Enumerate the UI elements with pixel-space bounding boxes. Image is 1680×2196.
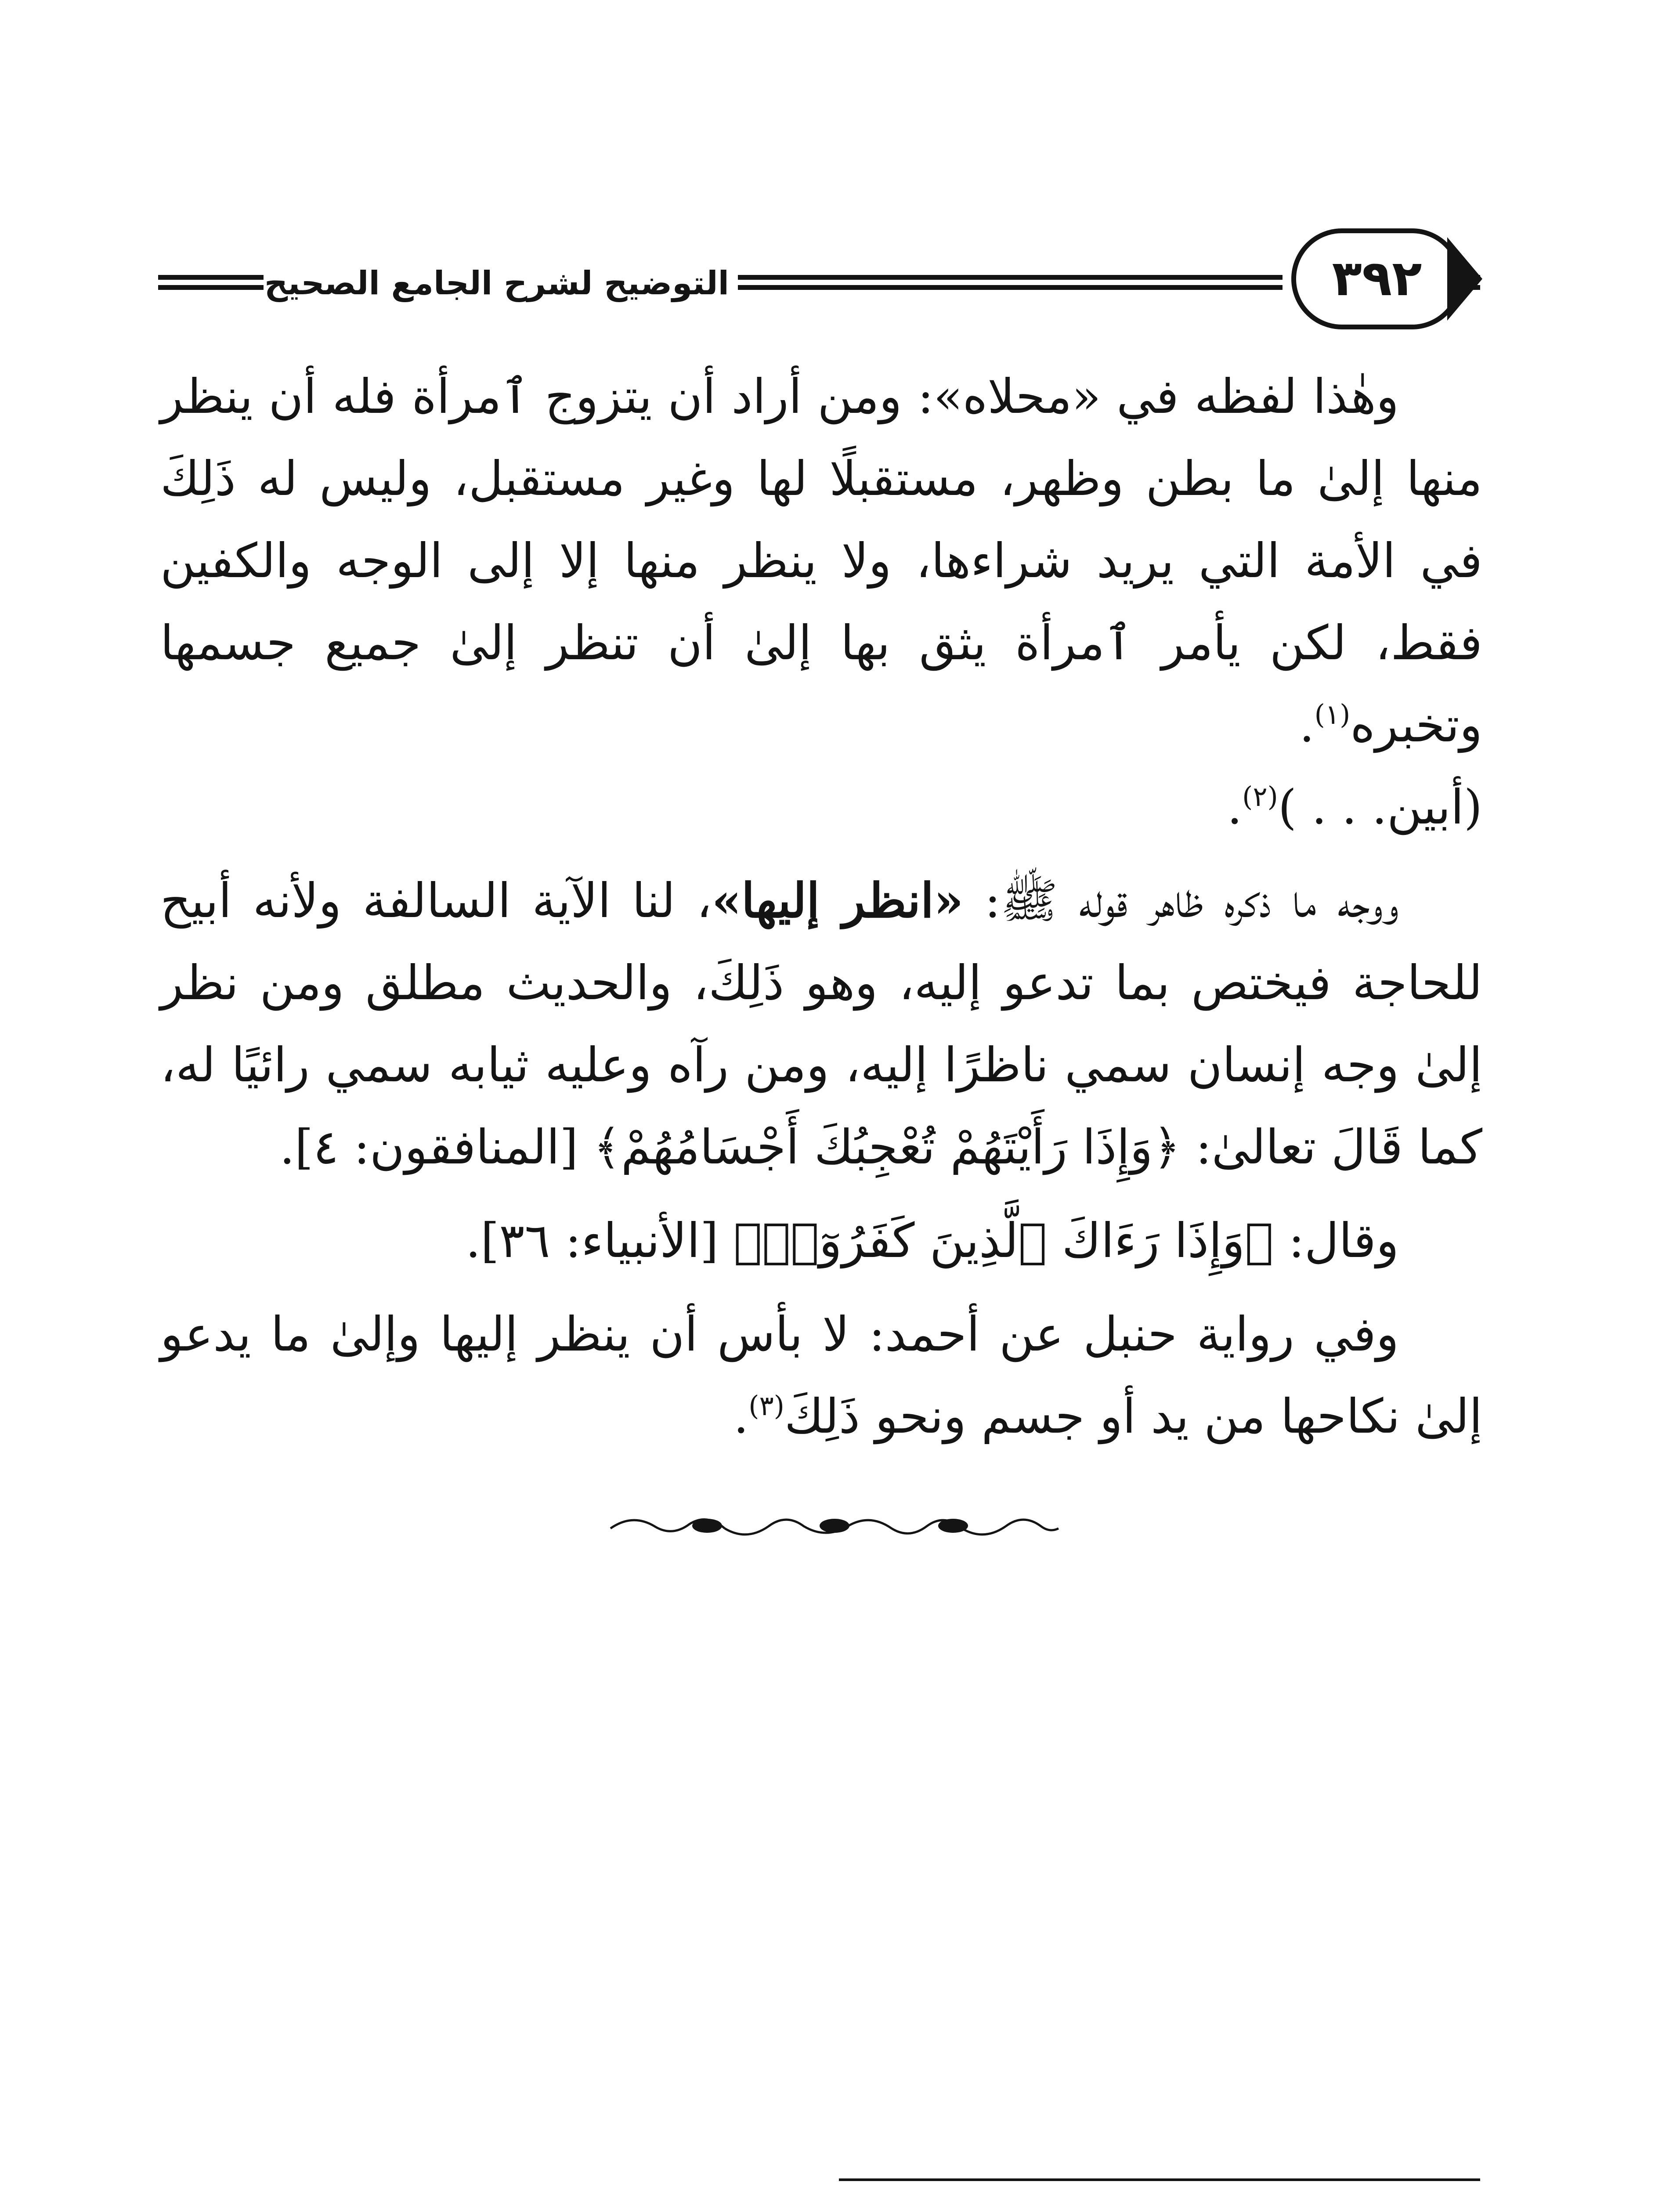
- paragraph-end-mark: .: [1227, 780, 1243, 835]
- footnote-ref-2: (٢): [1242, 780, 1278, 813]
- paragraph-text: وقال:: [1273, 1214, 1399, 1268]
- header-rule-left: [158, 275, 264, 290]
- ornament-swirl: [962, 1520, 1059, 1535]
- footnote-separator: [839, 2178, 1480, 2181]
- paragraph-text: ، لنا الآية السالفة ولأنه أبيح للحاجة فيختص بما تدعو إليه، وهو ذَلِكَ، والحديث مطلق ومن نظر إلىٰ وجه إنسان سمي ناظرًا إليه، ومن رآه وعليه ثيابه سمي رائيًا له، كما قَالَ تعالىٰ:: [160, 874, 1482, 1175]
- paragraph-hanbal-narration: [160, 1293, 1482, 1458]
- page-number: ٣٩٢: [1291, 228, 1463, 329]
- verse-reference: [المنافقون: ٤].: [279, 1120, 593, 1175]
- quran-verse: ﴿وَإِذَا رَءَاكَ ٱلَّذِينَ كَفَرُوٓا۟﴾: [733, 1214, 1274, 1268]
- ornament-leaf: [820, 1519, 849, 1533]
- paragraph-text: ووجه ما ذكره ظاهر قوله ﷺ:: [963, 874, 1399, 928]
- paragraph-end-mark: .: [733, 1389, 749, 1444]
- paragraph-quote-muhalla: [160, 356, 1482, 849]
- paragraph-second-verse: [160, 1200, 1482, 1282]
- paragraph-end-mark: .: [1299, 698, 1315, 753]
- main-text: [160, 356, 1482, 1469]
- unclear-word-note: (أبين. . . ): [1278, 780, 1482, 835]
- verse-reference: [الأنبياء: ٣٦].: [466, 1214, 734, 1268]
- paragraph-text: وهٰذا لفظه في «محلاه»: ومن أراد أن يتزوج ٱمرأة فله أن ينظر منها إلىٰ ما بطن وظهر، مستقبلًا لها وغير مستقبل، وليس له ذَلِكَ في الأمة التي يريد شراءها، ولا ينظر منها إلا إلى الوجه والكفين فقط، لكن يأمر ٱمرأة يثق بها إلىٰ أن تنظر إلىٰ جميع جسمها وتخبره: [160, 369, 1482, 753]
- footnote-ref-3: (٣): [748, 1390, 784, 1422]
- header-rule-right: [1463, 275, 1480, 290]
- section-end-ornament: [606, 1511, 1063, 1542]
- ornament-leaf: [692, 1519, 722, 1533]
- running-header: [158, 228, 1480, 316]
- footnote-ref-1: (١): [1314, 698, 1351, 730]
- paragraph-argument: [160, 860, 1482, 1188]
- paragraph-text: وفي رواية حنبل عن أحمد: لا بأس أن ينظر إليها وإلىٰ ما يدعو إلىٰ نكاحها من يد أو جسم ونحو ذَلِكَ: [160, 1307, 1482, 1444]
- ornament-leaf: [938, 1519, 968, 1533]
- header-rule-middle: [738, 275, 1283, 290]
- hadith-quote: «انظر إليها»: [712, 873, 964, 928]
- book-title: التوضيح لشرح الجامع الصحيح: [264, 264, 729, 302]
- quran-verse: ﴿وَإِذَا رَأَيْتَهُمْ تُعْجِبُكَ أَجْسَامُهُمْ﴾: [593, 1120, 1181, 1175]
